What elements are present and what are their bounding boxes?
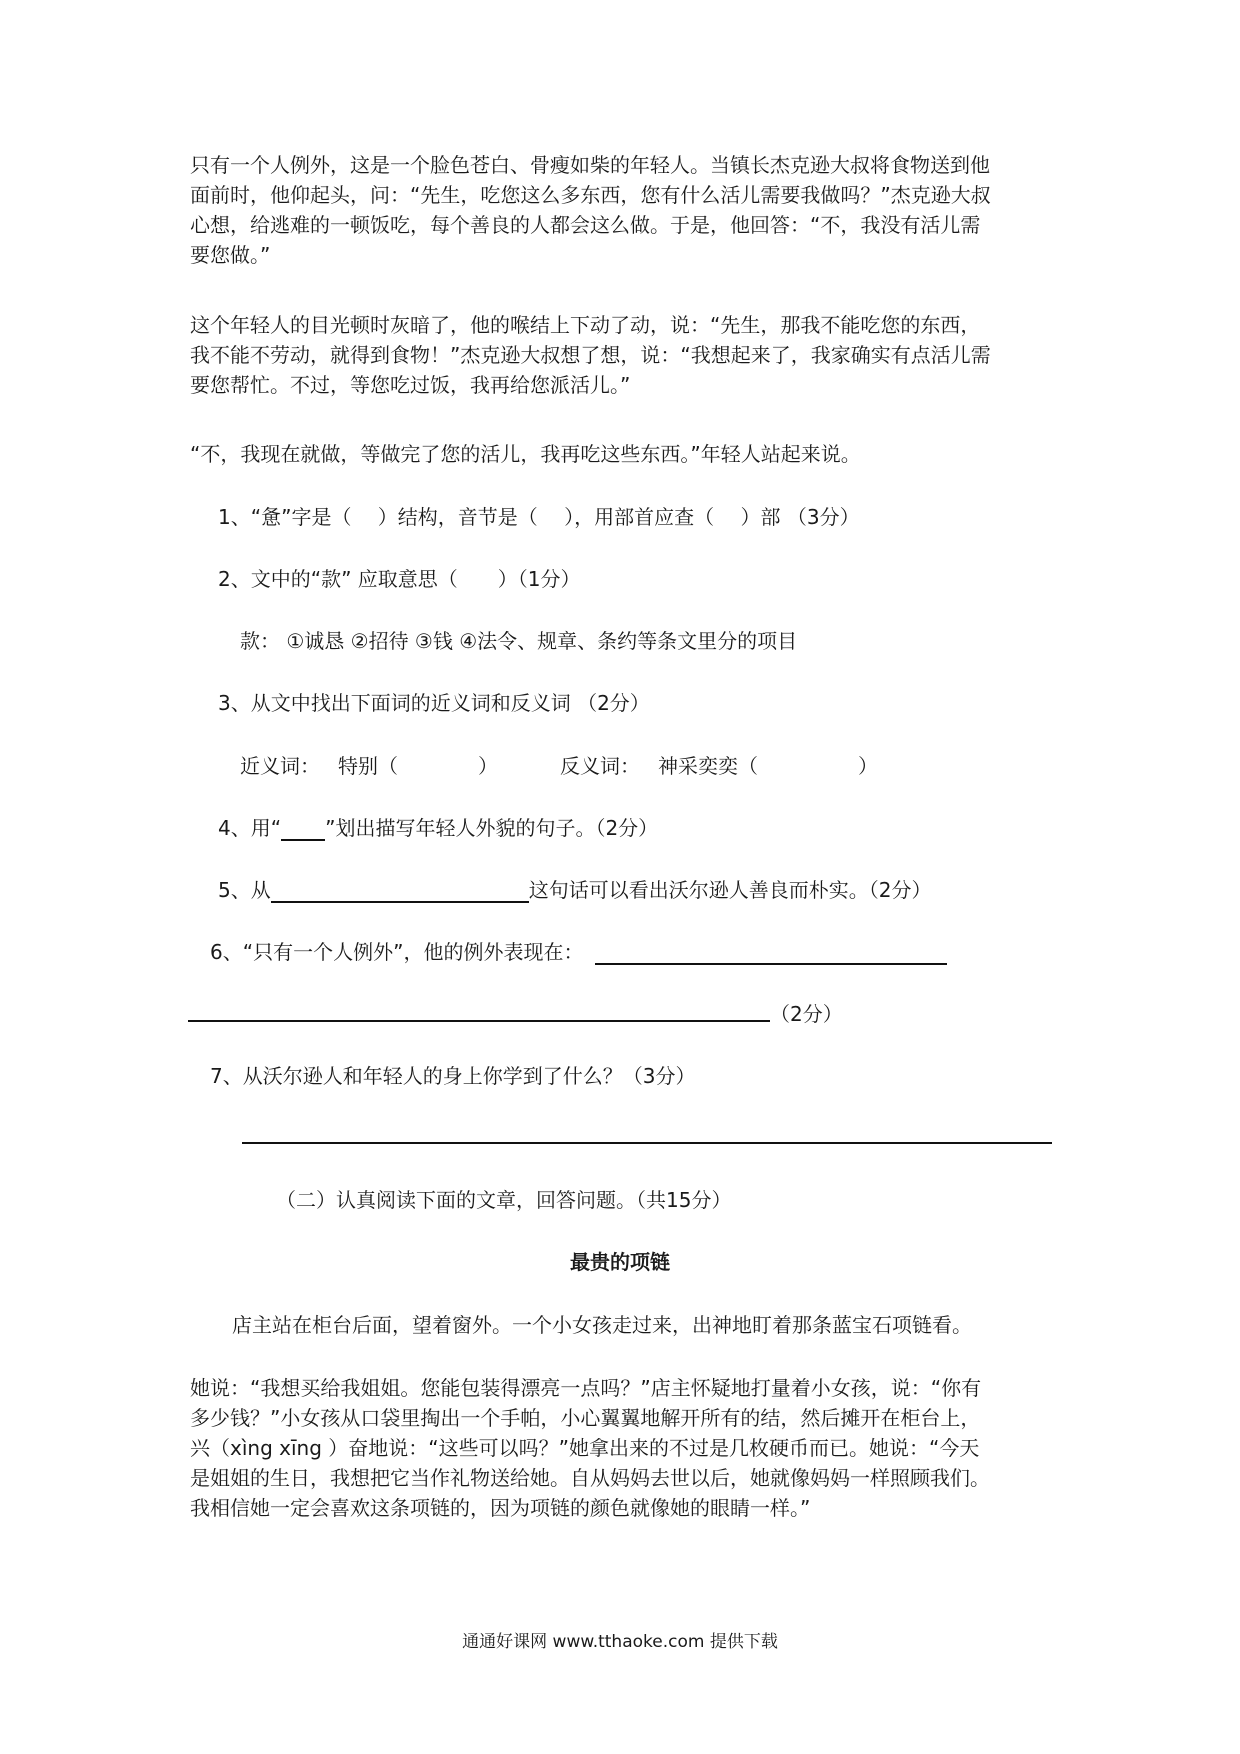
question-1: 1、“惫”字是（ ）结构，音节是（ ），用部首应查（ ）部 （3分） (218, 505, 860, 529)
answer-blank[interactable] (271, 879, 529, 903)
question-4 (218, 813, 658, 843)
passage-line: 要您做。” (190, 243, 271, 267)
passage-line: 只有一个人例外，这是一个脸色苍白、骨瘦如柴的年轻人。当镇长杰克逊大叔将食物送到他 (190, 153, 990, 177)
question-2-options: 款： ①诚恳 ②招待 ③钱 ④法令、规章、条约等条文里分的项目 (240, 629, 798, 653)
question-5-suffix: 这句话可以看出沃尔逊人善良而朴实。（2分） (528, 878, 932, 902)
question-6-text: 6、“只有一个人例外”，他的例外表现在： (210, 940, 584, 964)
synonym-label: 近义词： (240, 754, 320, 778)
question-4-suffix: ”划出描写年轻人外貌的句子。（2分） (325, 816, 659, 840)
question-4-prefix: 4、用“ (218, 816, 282, 840)
footer-text: 通通好课网 www.tthaoke.com 提供下载 (462, 1632, 778, 1652)
section-heading: （二）认真阅读下面的文章，回答问题。（共15分） (276, 1188, 732, 1212)
passage-line: 这个年轻人的目光顿时灰暗了，他的喉结上下动了动，说：“先生，那我不能吃您的东西， (190, 313, 981, 337)
passage-line: 她说：“我想买给我姐姐。您能包装得漂亮一点吗？”店主怀疑地打量着小女孩，说：“你有 (190, 1376, 982, 1400)
passage-line: 店主站在柜台后面，望着窗外。一个小女孩走过来，出神地盯着那条蓝宝石项链看。 (232, 1313, 972, 1337)
passage-line: 心想，给逃难的一顿饭吃，每个善良的人都会这么做。于是，他回答：“不，我没有活儿需 (190, 213, 981, 237)
question-3: 3、从文中找出下面词的近义词和反义词 （2分） (218, 691, 650, 715)
passage-line: 我相信她一定会喜欢这条项链的，因为项链的颜色就像她的眼睛一样。” (190, 1496, 811, 1520)
article-title: 最贵的项链 (570, 1250, 670, 1274)
synonym-word: 特别（ ） (338, 754, 498, 778)
underline-sample (281, 817, 325, 841)
answer-line[interactable] (242, 1142, 1052, 1144)
passage-line: 我不能不劳动，就得到食物！”杰克逊大叔想了想，说：“我想起来了，我家确实有点活儿需 (190, 343, 991, 367)
passage-line: 兴（xìng xīng ）奋地说：“这些可以吗？”她拿出来的不过是几枚硬币而已。她说：“今天 (190, 1436, 980, 1460)
answer-blank[interactable] (595, 941, 947, 965)
question-7: 7、从沃尔逊人和年轻人的身上你学到了什么？（3分） (210, 1064, 696, 1088)
question-5 (218, 875, 931, 905)
question-6-score: （2分） (770, 1002, 843, 1026)
passage-line: 面前时，他仰起头，问：“先生，吃您这么多东西，您有什么活儿需要我做吗？”杰克逊大叔 (190, 183, 991, 207)
passage-line: “不，我现在就做，等做完了您的活儿，我再吃这些东西。”年轻人站起来说。 (190, 442, 861, 466)
antonym-word: 神采奕奕（ ） (658, 754, 878, 778)
question-5-prefix: 5、从 (218, 878, 271, 902)
question-6 (210, 937, 947, 967)
antonym-label: 反义词： (560, 754, 640, 778)
answer-line[interactable] (188, 1020, 770, 1022)
passage-line: 多少钱？”小女孩从口袋里掏出一个手帕，小心翼翼地解开所有的结，然后摊开在柜台上， (190, 1406, 981, 1430)
question-2: 2、文中的“款” 应取意思（ ）（1分） (218, 567, 581, 591)
passage-line: 是姐姐的生日，我想把它当作礼物送给她。自从妈妈去世以后，她就像妈妈一样照顾我们。 (190, 1466, 990, 1490)
passage-line: 要您帮忙。不过，等您吃过饭，我再给您派活儿。” (190, 373, 631, 397)
